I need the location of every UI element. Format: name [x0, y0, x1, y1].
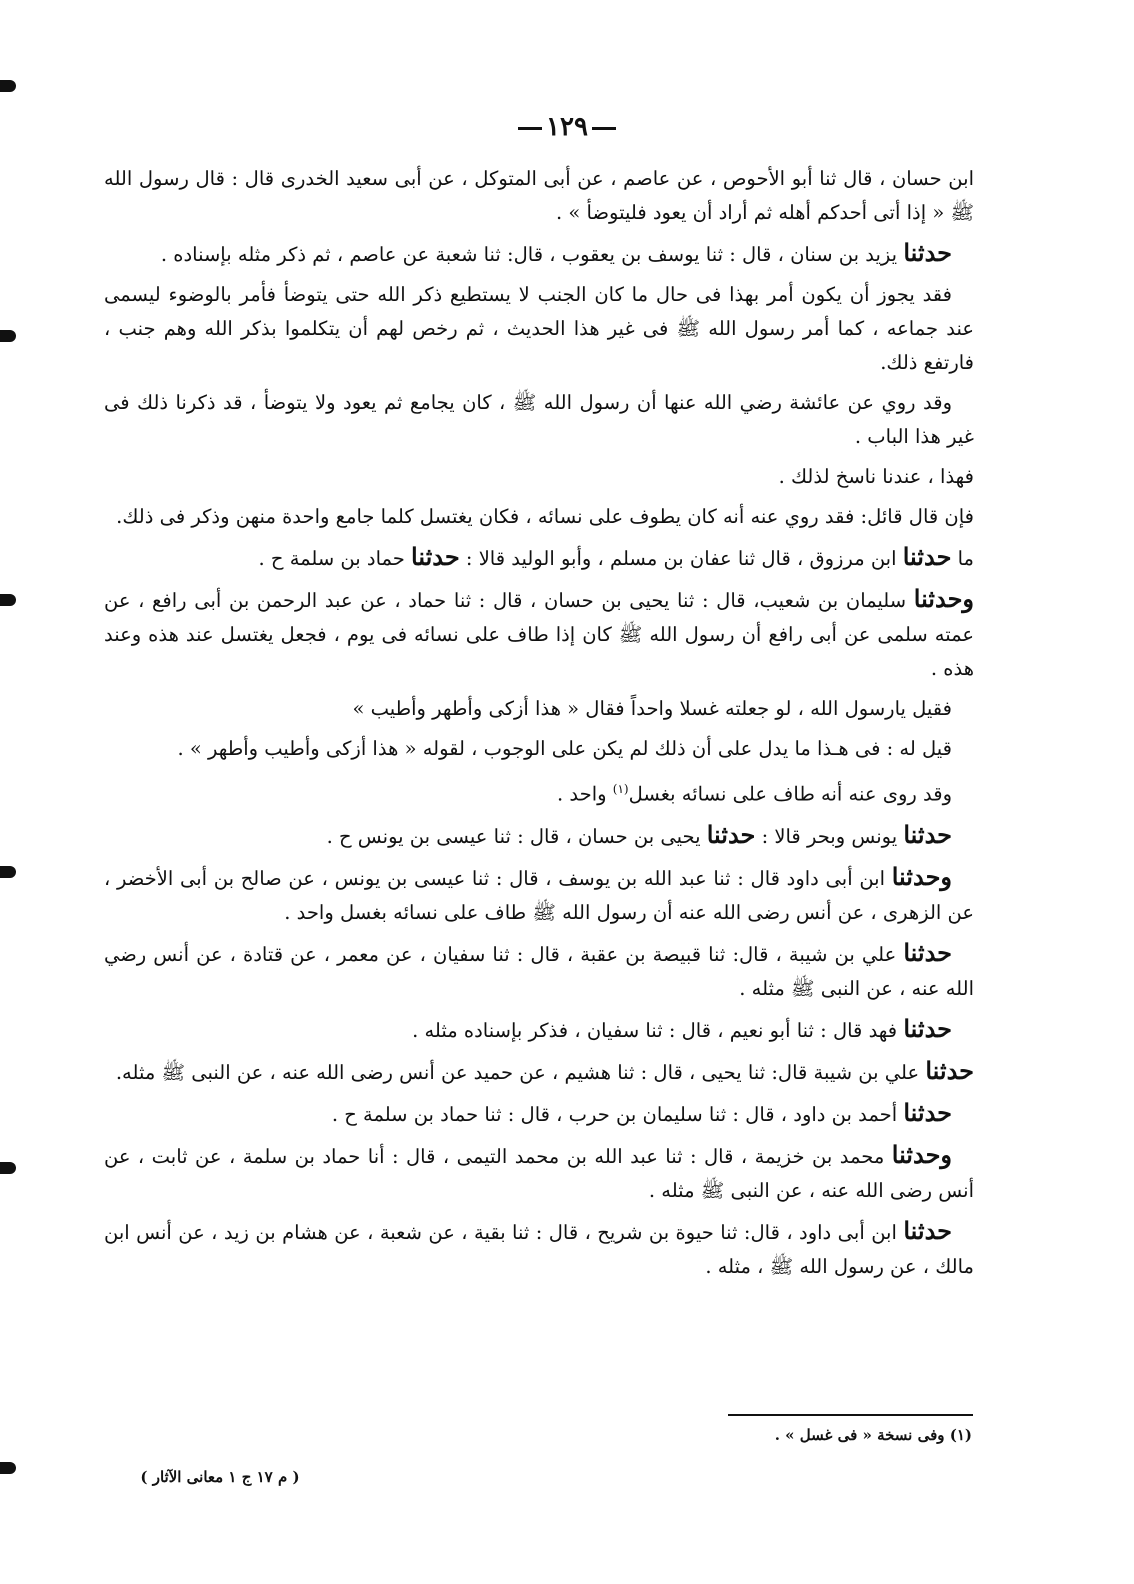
paragraph-prefix: ما: [957, 547, 974, 570]
paragraph-text: أحمد بن داود ، قال : ثنا سليمان بن حرب ، قال : ثنا حماد بن سلمة ح .: [331, 1102, 898, 1126]
haddathana-word: حدثنا: [903, 1215, 952, 1245]
paragraph-text: فهذا ، عندنا ناسخ لذلك .: [778, 465, 974, 488]
paragraph: [104, 278, 974, 380]
paragraph-text: سليمان بن شعيب، قال : ثنا يحيى بن حسان ، قال : ثنا حماد ، عن عبد الرحمن بن أبى رافع ، عن عمته سلمى عن أبى رافع أن رسول الله ﷺ كان إذا طاف على نسائه فى يوم ، فجعل يغتسل عند هذه وعند هذه .: [104, 589, 974, 680]
paragraph-text: فقيل يارسول الله ، لو جعلته غسلا واحداً فقال « هذا أزكى وأطهر وأطيب »: [352, 697, 952, 720]
edge-mark: [0, 594, 16, 606]
paragraph: [104, 1214, 974, 1284]
dash: [518, 127, 542, 130]
paragraph: [104, 732, 974, 766]
paragraph-text: يحيى بن حسان ، قال : ثنا عيسى بن يونس ح .: [326, 824, 701, 848]
paragraph: [104, 772, 974, 812]
paragraph: [104, 540, 974, 576]
paragraph-text: ابن حسان ، قال ثنا أبو الأحوص ، عن عاصم ، عن أبى المتوكل ، عن أبى سعيد الخدرى قال : قال رسول الله ﷺ « إذا أتى أحدكم أهله ثم أراد أن يعود فليتوضأ » .: [104, 167, 974, 224]
footnote: (١) وفى نسخة « فى غسل » .: [774, 1426, 972, 1444]
edge-mark: [0, 80, 16, 92]
paragraph: [104, 818, 974, 854]
paragraph: [104, 1096, 974, 1132]
haddathana-word: حدثنا: [903, 819, 952, 849]
paragraph: [104, 692, 974, 726]
haddathana-word: حدثنا: [903, 238, 952, 267]
paragraph-text: ابن أبى داود قال : ثنا عبد الله بن يوسف ، قال : ثنا عيسى بن يونس ، عن صالح بن أبى الأخضر ، عن الزهرى ، عن أنس رضى الله عنه أن رسول الله ﷺ طاف على نسائه بغسل واحد .: [104, 866, 974, 924]
footnote-divider: [728, 1414, 973, 1416]
paragraph: [104, 860, 974, 930]
haddathana-word: حدثنا: [903, 1013, 952, 1043]
edge-mark: [0, 1462, 16, 1474]
paragraph: [104, 582, 974, 686]
paragraph-text: فقد يجوز أن يكون أمر بهذا فى حال ما كان الجنب لا يستطيع ذكر الله حتى يتوضأ فأمر بالوضوء ليسمى عند جماعه ، كما أمر رسول الله ﷺ فى غير هذا الحديث ، ثم رخص لهم أن يتكلموا بذكر الله وهم جنب ، فارتفع ذلك.: [104, 283, 974, 374]
paragraph-text: وقد روي عن عائشة رضي الله عنها أن رسول الله ﷺ ، كان يجامع ثم يعود ولا يتوضأ ، قد ذكرنا ذلك فى غير هذا الباب .: [104, 391, 974, 448]
haddathana-word: حدثنا: [903, 937, 953, 967]
dash: [592, 127, 616, 130]
paragraph-text: فإن قال قائل: فقد روي عنه أنه كان يطوف على نسائه ، فكان يغتسل كلما جامع واحدة منهن وذكر فى ذلك.: [116, 505, 974, 528]
paragraph-text: علي بن شيبة قال: ثنا يحيى ، قال : ثنا هشيم ، عن حميد عن أنس رضى الله عنه ، عن النبى ﷺ مثله.: [115, 1060, 920, 1084]
page-number-text: ١٢٩: [546, 112, 588, 142]
paragraph: [104, 460, 974, 494]
paragraph-text: قيل له : فى هـذا ما يدل على أن ذلك لم يكن على الوجوب ، لقوله « هذا أزكى وأطيب وأطهر » .: [177, 737, 952, 760]
paragraph: [104, 936, 974, 1006]
haddathana-word: حدثنا: [411, 542, 460, 571]
haddathana-word: حدثنا: [925, 1055, 974, 1085]
paragraph: [104, 236, 974, 272]
paragraph: [104, 386, 974, 454]
main-text: [104, 162, 974, 1284]
paragraph: [104, 1138, 974, 1208]
page-number: [0, 112, 1134, 142]
paragraph-text: محمد بن خزيمة ، قال : ثنا عبد الله بن محمد التيمى ، قال : أنا حماد بن سلمة ، عن ثابت ، عن أنس رضى الله عنه ، عن النبى ﷺ مثله .: [104, 1144, 974, 1202]
footnote-marker: (١): [612, 782, 629, 796]
paragraph: [104, 1054, 974, 1090]
paragraph-text: واحد .: [557, 782, 607, 806]
paragraph-text: ابن مرزوق ، قال ثنا عفان بن مسلم ، وأبو الوليد قالا :: [465, 547, 897, 570]
haddathana-word: حدثنا: [706, 819, 756, 849]
paragraph-text: يزيد بن سنان ، قال : ثنا يوسف بن يعقوب ، قال: ثنا شعبة عن عاصم ، ثم ذكر مثله بإسناده .: [160, 243, 898, 266]
edge-mark: [0, 1162, 16, 1174]
paragraph: [104, 1012, 974, 1048]
edge-mark: [0, 866, 16, 878]
haddathana-word: حدثنا: [902, 542, 952, 571]
paragraph-text: فهد قال : ثنا أبو نعيم ، قال : ثنا سفيان ، فذكر بإسناده مثله .: [412, 1018, 898, 1042]
paragraph: [104, 162, 974, 230]
paragraph: [104, 500, 974, 534]
paragraph-text: ابن أبى داود ، قال: ثنا حيوة بن شريح ، قال : ثنا بقية ، عن شعبة ، عن هشام بن زيد ، عن أنس ابن مالك ، عن رسول الله ﷺ ، مثله .: [104, 1220, 974, 1278]
haddathana-word: وحدثنا: [891, 1139, 953, 1169]
signature-mark: ( م ١٧ ج ١ معانى الآثار ): [140, 1468, 300, 1486]
paragraph-text: وقد روى عنه أنه طاف على نسائه بغسل: [628, 782, 952, 806]
haddathana-word: وحدثنا: [891, 861, 952, 891]
edge-mark: [0, 330, 16, 342]
haddathana-word: حدثنا: [903, 1097, 952, 1127]
paragraph-text: علي بن شيبة ، قال: ثنا قبيصة بن عقبة ، قال : ثنا سفيان ، عن معمر ، عن قتادة ، عن أنس رضي الله عنه ، عن النبى ﷺ مثله .: [104, 942, 974, 1000]
paragraph-text: يونس وبحر قالا :: [761, 824, 898, 848]
haddathana-word: وحدثنا: [913, 584, 975, 613]
paragraph-text: حماد بن سلمة ح .: [258, 547, 405, 570]
